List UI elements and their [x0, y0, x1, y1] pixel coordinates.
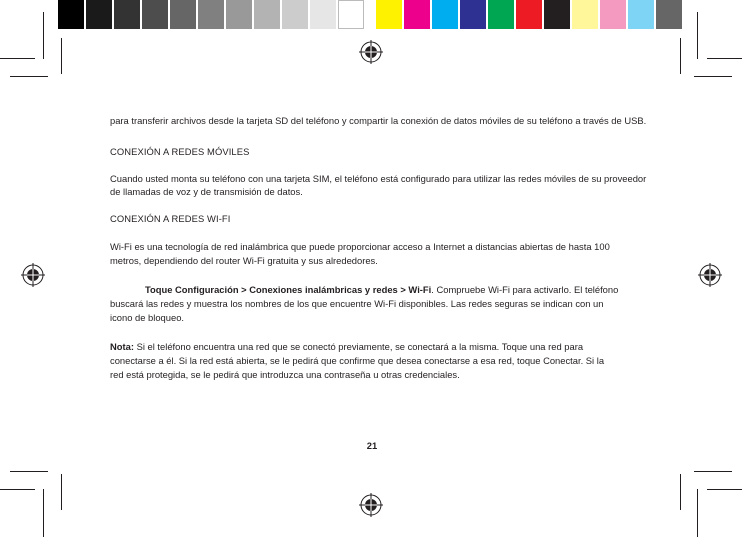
intro-text: para transferir archivos desde la tarjeta SD del teléfono y compartir la conexión de datos móviles de su teléfono a través de USB.	[110, 115, 647, 126]
color-swatch	[198, 0, 224, 29]
crop-mark	[697, 489, 698, 537]
color-swatch	[516, 0, 542, 29]
wifi-step-instruction: . Compruebe Wi-Fi para activarlo. El teléfono	[431, 284, 619, 295]
color-swatch	[432, 0, 458, 29]
wifi-networks-text: Wi-Fi es una tecnología de red inalámbrica que puede proporcionar acceso a Internet a distancias abiertas de hasta 100	[110, 241, 610, 252]
wifi-step-path: Toque Configuración > Conexiones inalámbricas y redes > Wi-Fi	[145, 284, 432, 295]
color-swatch	[460, 0, 486, 29]
color-swatch	[86, 0, 112, 29]
registration-mark-icon	[359, 40, 383, 64]
color-swatch	[488, 0, 514, 29]
crop-mark	[707, 58, 742, 59]
wifi-networks-text: metros, dependiendo del router Wi-Fi gratuita y sus alrededores.	[110, 255, 378, 266]
crop-mark	[680, 38, 681, 74]
note-label: Nota:	[110, 341, 134, 352]
registration-mark-icon	[21, 263, 45, 287]
color-swatch	[656, 0, 682, 29]
wifi-step-text: buscará las redes y muestra los nombres de los que encuentre Wi-Fi disponibles. Las redes seguras se indican con un	[110, 298, 604, 309]
note-text: red está protegida, se le pedirá que introduzca una contraseña u otras credenciales.	[110, 369, 460, 380]
mobile-networks-text: de llamadas de voz y de transmisión de datos.	[110, 186, 303, 197]
color-swatch	[600, 0, 626, 29]
color-swatch	[338, 0, 364, 29]
crop-mark	[10, 76, 48, 77]
color-swatch	[376, 0, 402, 29]
color-swatch	[572, 0, 598, 29]
crop-mark	[61, 474, 62, 510]
crop-mark	[680, 474, 681, 510]
wifi-networks-heading: CONEXIÓN A REDES WI-FI	[110, 213, 231, 224]
crop-mark	[10, 471, 48, 472]
registration-mark-icon	[359, 493, 383, 517]
color-swatch	[628, 0, 654, 29]
crop-mark	[43, 489, 44, 537]
color-swatch	[310, 0, 336, 29]
crop-mark	[694, 76, 732, 77]
crop-mark	[0, 489, 35, 490]
mobile-networks-heading: CONEXIÓN A REDES MÓVILES	[110, 146, 250, 157]
page-number: 21	[366, 440, 378, 451]
wifi-step-text	[110, 283, 618, 296]
color-swatch	[254, 0, 280, 29]
crop-mark	[0, 58, 35, 59]
registration-mark-icon	[698, 263, 722, 287]
color-swatch	[58, 0, 84, 29]
note-line: Si el teléfono encuentra una red que se conectó previamente, se conectará a la misma. Toque una red para	[133, 341, 584, 352]
crop-mark	[707, 489, 742, 490]
color-swatch	[114, 0, 140, 29]
color-swatch	[282, 0, 308, 29]
wifi-step-text: icono de bloqueo.	[110, 312, 185, 323]
color-swatch	[226, 0, 252, 29]
color-swatch	[404, 0, 430, 29]
color-swatch	[544, 0, 570, 29]
mobile-networks-text: Cuando usted monta su teléfono con una tarjeta SIM, el teléfono está configurado para utilizar las redes móviles de su proveedor	[110, 173, 647, 184]
crop-mark	[43, 12, 44, 59]
color-swatch	[170, 0, 196, 29]
note-text: conectarse a él. Si la red está abierta, se le pedirá que confirme que desea conectarse a esa red, toque Conectar. Si la	[110, 355, 605, 366]
crop-mark	[697, 12, 698, 59]
crop-mark	[61, 38, 62, 74]
note-text	[110, 340, 583, 353]
crop-mark	[694, 471, 732, 472]
color-swatch	[142, 0, 168, 29]
